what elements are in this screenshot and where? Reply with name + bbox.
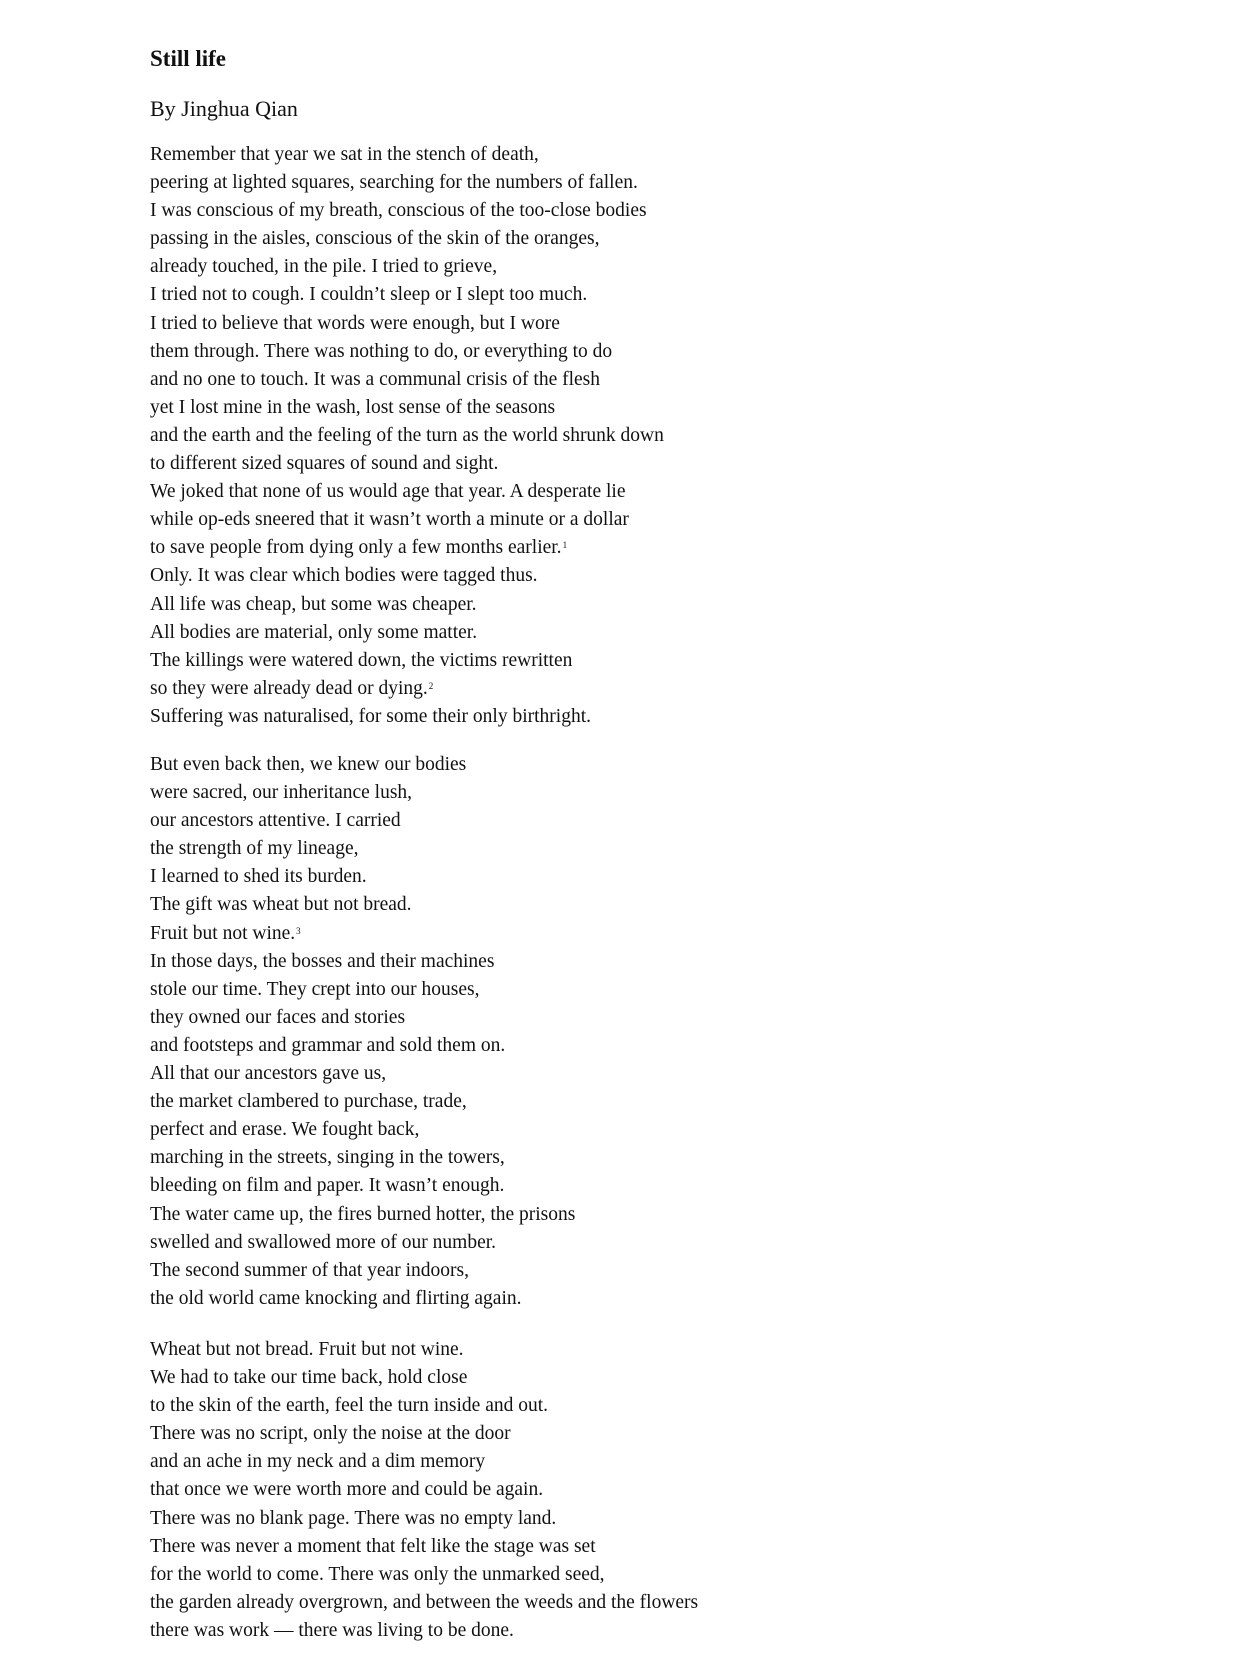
poem-line-text: Remember that year we sat in the stench of death, <box>150 144 539 165</box>
poem-line <box>150 1144 575 1172</box>
poem-line <box>150 225 664 253</box>
poem-line-text: our ancestors attentive. I carried <box>150 810 401 832</box>
poem-line-text: We joked that none of us would age that year. A desperate lie <box>150 481 626 503</box>
poem-line-text: peering at lighted squares, searching for the numbers of fallen. <box>150 172 638 194</box>
poem-line <box>150 891 575 919</box>
poem-line-text: swelled and swallowed more of our number. <box>150 1231 497 1253</box>
poem-line-text: All life was cheap, but some was cheaper. <box>150 593 477 615</box>
poem-line <box>150 366 664 394</box>
poem-line-text: Wheat but not bread. Fruit but not wine. <box>150 1339 464 1360</box>
poem-line-text: But even back then, we knew our bodies <box>150 754 467 775</box>
poem-line-text: The killings were watered down, the victims rewritten <box>150 649 573 671</box>
poem-line <box>150 141 664 169</box>
poem-line <box>150 1420 698 1448</box>
poem-line-text: stole our time. They crept into our houses, <box>150 978 480 1000</box>
poem-line <box>150 619 664 647</box>
poem-line-text: I tried not to cough. I couldn’t sleep or I slept too much. <box>150 284 588 306</box>
poem-line <box>150 1004 575 1032</box>
poem-line-text: and the earth and the feeling of the turn as the world shrunk down <box>150 424 664 446</box>
poem-line-text: while op-eds sneered that it wasn’t worth a minute or a dollar <box>150 509 629 531</box>
poem-line <box>150 1172 575 1200</box>
poem-line <box>150 1364 698 1392</box>
poem-line-text: and an ache in my neck and a dim memory <box>150 1451 486 1473</box>
poem-line <box>150 948 575 976</box>
poem-line-text: bleeding on film and paper. It wasn’t enough. <box>150 1175 505 1197</box>
poem-line-text: We had to take our time back, hold close <box>150 1367 468 1389</box>
poem-line <box>150 1505 698 1533</box>
poem-line-text: there was work — there was living to be done. <box>150 1619 514 1641</box>
poem-line <box>150 338 664 366</box>
poem-line <box>150 1589 698 1617</box>
poem-line <box>150 562 664 590</box>
poem-line <box>150 1448 698 1476</box>
poem-line <box>150 920 575 948</box>
poem-line <box>150 863 575 891</box>
poem-line-text: to different sized squares of sound and sight. <box>150 453 499 475</box>
poem-line-text: and footsteps and grammar and sold them on. <box>150 1034 506 1056</box>
poem-line <box>150 506 664 534</box>
poem-line <box>150 675 664 703</box>
poem-line <box>150 1476 698 1504</box>
stanza-2 <box>150 751 575 1313</box>
footnote-marker[interactable]: 1 <box>562 540 568 551</box>
poem-line-text: In those days, the bosses and their machines <box>150 950 495 972</box>
poem-line <box>150 751 575 779</box>
poem-line-text: passing in the aisles, conscious of the skin of the oranges, <box>150 228 600 250</box>
poem-line-text: for the world to come. There was only the unmarked seed, <box>150 1563 605 1585</box>
poem-line-text: The water came up, the fires burned hotter, the prisons <box>150 1203 576 1225</box>
poem-line <box>150 1088 575 1116</box>
poem-line-text: to save people from dying only a few months earlier. <box>150 537 562 559</box>
poem-line-text: the strength of my lineage, <box>150 838 359 860</box>
poem-line <box>150 976 575 1004</box>
poem-line-text: to the skin of the earth, feel the turn inside and out. <box>150 1395 549 1417</box>
poem-line <box>150 450 664 478</box>
poem-line-text: and no one to touch. It was a communal crisis of the flesh <box>150 368 601 390</box>
footnote-marker[interactable]: 3 <box>296 925 301 936</box>
poem-line <box>150 1617 698 1645</box>
poem-line <box>150 1229 575 1257</box>
poem-line-text: There was never a moment that felt like the stage was set <box>150 1535 596 1557</box>
poem-line-text: I learned to shed its burden. <box>150 866 367 888</box>
poem-line <box>150 1533 698 1561</box>
poem-line-text: were sacred, our inheritance lush, <box>150 782 413 804</box>
poem-line-text: Suffering was naturalised, for some their only birthright. <box>150 705 592 727</box>
poem-title: Still life <box>150 46 227 71</box>
poem-line-text: perfect and erase. We fought back, <box>150 1119 420 1141</box>
poem-line-text: that once we were worth more and could be again. <box>150 1479 544 1501</box>
poem-line <box>150 534 664 562</box>
poem-line-text: marching in the streets, singing in the towers, <box>150 1147 505 1169</box>
poem-line <box>150 1392 698 1420</box>
poem-line-text: The second summer of that year indoors, <box>150 1259 469 1281</box>
poem-line-text: There was no blank page. There was no empty land. <box>150 1507 557 1529</box>
poem-line-text: All that our ancestors gave us, <box>150 1063 387 1085</box>
poem-line <box>150 1201 575 1229</box>
poem-line-text: already touched, in the pile. I tried to grieve, <box>150 256 498 278</box>
poem-line-text: the old world came knocking and flirting again. <box>150 1287 522 1309</box>
poem-line <box>150 1032 575 1060</box>
poem-line <box>150 281 664 309</box>
poem-line-text: I tried to believe that words were enough, but I wore <box>150 312 560 334</box>
poem-line-text: The gift was wheat but not bread. <box>150 894 412 916</box>
poem-line <box>150 1561 698 1589</box>
poem-line <box>150 779 575 807</box>
poem-line <box>150 591 664 619</box>
poem-line <box>150 835 575 863</box>
poem-line-text: the market clambered to purchase, trade, <box>150 1091 467 1113</box>
poem-line <box>150 1060 575 1088</box>
stanza-3 <box>150 1336 698 1645</box>
poem-line-text: them through. There was nothing to do, or everything to do <box>150 340 613 362</box>
poem-line <box>150 703 664 731</box>
poem-line <box>150 807 575 835</box>
poem-line-text: All bodies are material, only some matter. <box>150 621 478 643</box>
poem-line-text: I was conscious of my breath, conscious of the too-close bodies <box>150 200 647 222</box>
poem-line <box>150 310 664 338</box>
poem-line <box>150 1285 575 1313</box>
poem-line <box>150 169 664 197</box>
poem-line <box>150 478 664 506</box>
poem-line-text: the garden already overgrown, and between the weeds and the flowers <box>150 1591 699 1613</box>
poem-line <box>150 197 664 225</box>
poem-line-text: Only. It was clear which bodies were tagged thus. <box>150 565 538 587</box>
poem-line-text: Fruit but not wine. <box>150 922 296 944</box>
stanza-1 <box>150 141 664 731</box>
poem-line <box>150 1116 575 1144</box>
poem-line <box>150 1257 575 1285</box>
poem-line-text: so they were already dead or dying. <box>150 677 428 699</box>
footnote-marker[interactable]: 2 <box>428 680 434 691</box>
poem-line <box>150 253 664 281</box>
poem-line <box>150 647 664 675</box>
poem-byline: By Jinghua Qian <box>150 96 298 121</box>
poem-line <box>150 394 664 422</box>
poem-line-text: they owned our faces and stories <box>150 1006 406 1028</box>
poem-line <box>150 422 664 450</box>
poem-line <box>150 1336 698 1364</box>
poem-line-text: yet I lost mine in the wash, lost sense of the seasons <box>150 396 556 418</box>
poem-line-text: There was no script, only the noise at the door <box>150 1423 511 1445</box>
